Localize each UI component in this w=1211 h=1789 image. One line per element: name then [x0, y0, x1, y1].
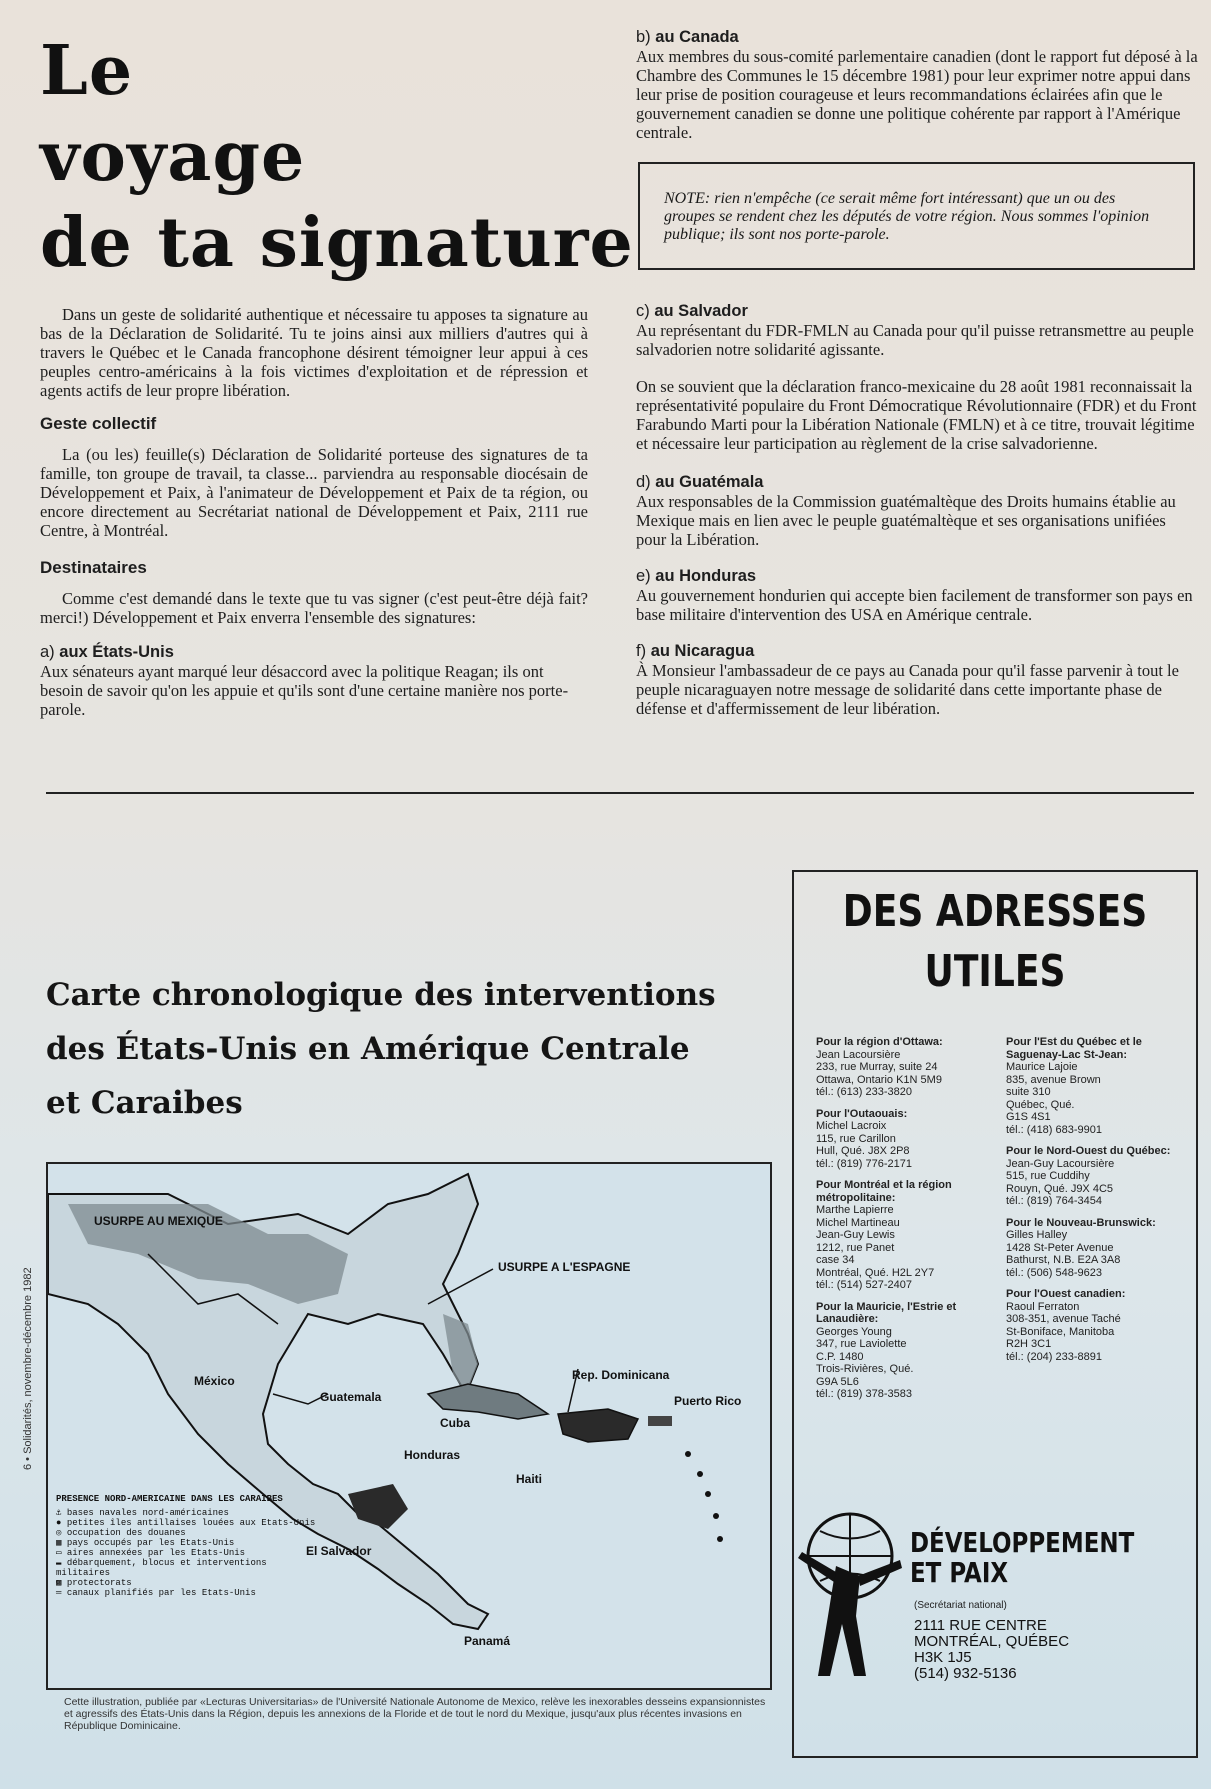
destinataire-heading: [636, 567, 1198, 586]
map-label-guatemala: Guatemala: [320, 1390, 382, 1404]
address-line: Trois-Rivières, Qué.: [816, 1363, 914, 1375]
map-label-cuba: Cuba: [440, 1416, 470, 1430]
address-line: Marthe Lapierre: [816, 1204, 894, 1216]
puerto-rico-shape: [648, 1416, 672, 1426]
legend-title: PRESENCE NORD-AMERICAINE DANS LES CARAIBES: [56, 1494, 283, 1504]
address-line: 233, rue Murray, suite 24: [816, 1061, 938, 1073]
geste-heading: Geste collectif: [40, 414, 157, 433]
addresses-left-column: [816, 1036, 996, 1410]
map-legend: [56, 1494, 316, 1598]
destinataire-item: [636, 473, 1198, 549]
item-letter: a): [40, 643, 55, 661]
map-title-line: et Caraibes: [46, 1085, 243, 1121]
destinataire-item: [636, 302, 1198, 359]
address-entry: [816, 1179, 996, 1292]
destinataire-text: Au gouvernement hondurien qui accepte bien facilement de transformer son pays en base militaire d'intervention des USA en Amérique centrale.: [636, 586, 1193, 624]
item-letter: d): [636, 473, 651, 491]
address-entry: [1006, 1217, 1186, 1280]
map-label-rep-dominicana: Rep. Dominicana: [572, 1368, 670, 1382]
legend-item: ▩ protectorats: [56, 1578, 132, 1588]
right-column-lower: [636, 302, 1198, 736]
note-box: NOTE: rien n'empêche (ce serait même fort intéressant) que un ou des groupes se rendent chez les députés de votre région. Nous sommes l'opinion publique; ils sont nos porte-parole.: [638, 162, 1195, 270]
item-country: au Canada: [655, 28, 739, 46]
address-line: 308-351, avenue Taché: [1006, 1313, 1121, 1325]
address-line: St-Boniface, Manitoba: [1006, 1325, 1115, 1338]
address-region: Pour le Nord-Ouest du Québec:: [1006, 1145, 1171, 1157]
address-line: G9A 5L6: [816, 1375, 859, 1388]
destinataires-paragraph: Comme c'est demandé dans le texte que tu vas signer (c'est peut-être déjà fait? merci!) Développement et Paix enverra l'ensemble des signatures:: [40, 589, 588, 627]
legend-item: ▦ pays occupés par les Etats-Unis: [56, 1538, 235, 1548]
address-line: R2H 3C1: [1006, 1338, 1052, 1350]
addresses-title-line: UTILES: [924, 946, 1066, 997]
address-line: 515, rue Cuddihy: [1006, 1170, 1090, 1182]
address-line: tél.: (819) 764-3454: [1006, 1195, 1103, 1207]
address-entry: [1006, 1288, 1186, 1363]
legend-item: ⚓ bases navales nord-américaines: [56, 1508, 229, 1518]
address-line: 1428 St-Peter Avenue: [1006, 1241, 1114, 1254]
address-entry: [1006, 1145, 1186, 1208]
destinataire-item: [636, 642, 1198, 718]
map-label-panama: Panamá: [464, 1634, 511, 1648]
address-region: Pour la Mauricie, l'Estrie et Lanaudière:: [816, 1300, 957, 1325]
address-region: Pour l'Outaouais:: [816, 1107, 908, 1120]
destinataire-text: À Monsieur l'ambassadeur de ce pays au Canada pour qu'il fasse parvenir à tout le peuple nicaraguayen notre message de solidarité dans cette importante phase de défense et d'affermissement de leur libération.: [636, 661, 1179, 718]
map-caption: Cette illustration, publiée par «Lecturas Universitarias» de l'Université Nationale Autonome de Mexico, relève les inexorables desseins expansionnistes et agressifs des États-Unis dans la Région, depuis les annexions de la Floride et de tout le nord du Mexique, jusqu'aux plus récentes invasions en République Dominicaine.: [64, 1696, 766, 1732]
salvador-paragraph: On se souvient que la déclaration franco-mexicaine du 28 août 1981 reconnaissait la représentativité populaire du Front Démocratique Révolutionnaire (FDR) et du Front Farabundo Marti pour la Libération Nationale (FMLN) et à ce titre, trouvait légitime et nécessaire leur participation au règlement de la crise salvadorienne.: [636, 377, 1197, 453]
address-line: Michel Martineau: [816, 1216, 900, 1229]
legend-item: ▭ aires annexées par les Etats-Unis: [56, 1548, 246, 1558]
address-line: 347, rue Laviolette: [816, 1338, 907, 1350]
page-footer: 6 • Solidarités, novembre-décembre 1982: [22, 1267, 34, 1470]
address-line: suite 310: [1006, 1086, 1051, 1098]
address-line: Hull, Qué. J8X 2P8: [816, 1145, 910, 1157]
address-region: Pour le Nouveau-Brunswick:: [1006, 1216, 1156, 1229]
intervention-map: [46, 1162, 772, 1690]
address-line: Jean Lacoursière: [816, 1048, 901, 1061]
address-line: Raoul Ferraton: [1006, 1300, 1080, 1313]
destinataire-heading: [636, 642, 1198, 661]
left-column: [40, 305, 588, 737]
dp-title-line: DÉVELOPPEMENT: [910, 1526, 1135, 1559]
right-column: [636, 28, 1198, 160]
legend-item: ═ canaux planifiés par les Etats-Unis: [56, 1588, 256, 1598]
address-line: G1S 4S1: [1006, 1111, 1051, 1123]
intro-paragraph: Dans un geste de solidarité authentique et nécessaire tu apposes ta signature au bas de la Déclaration de Solidarité. Tu te joins ainsi aux milliers d'autres qui à travers le Québec et le Canada francophone désirent témoigner leur appui à ces peuples centro-américains à la fois victimes d'exploitation et de répression et agents actifs de leur propre libération.: [40, 305, 588, 400]
address-region: Pour la région d'Ottawa:: [816, 1036, 943, 1048]
address-line: tél.: (514) 527-2407: [816, 1279, 913, 1291]
map-label-usurpe-mexique: USURPE AU MEXIQUE: [94, 1214, 223, 1228]
address-entry: [816, 1036, 996, 1099]
title-line: de ta signature: [40, 203, 634, 283]
destinataire-item: [40, 643, 588, 719]
item-country: au Guatémala: [655, 473, 764, 491]
destinataire-text: Au représentant du FDR-FMLN au Canada pour qu'il puisse retransmettre au peuple salvadorien notre solidarité agissante.: [636, 321, 1194, 359]
item-letter: c): [636, 302, 650, 320]
map-label-usurpe-espagne: USURPE A L'ESPAGNE: [498, 1260, 631, 1274]
address-line: tél.: (819) 776-2171: [816, 1157, 913, 1170]
address-line: Gilles Halley: [1006, 1229, 1068, 1241]
map-title-line: des États-Unis en Amérique Centrale: [46, 1031, 690, 1067]
address-entry: [1006, 1036, 1186, 1136]
destinataire-item: [636, 567, 1198, 624]
item-letter: e): [636, 567, 651, 585]
address-line: tél.: (819) 378-3583: [816, 1388, 913, 1400]
item-country: aux États-Unis: [59, 643, 174, 661]
address-line: 1212, rue Panet: [816, 1241, 895, 1254]
item-country: au Honduras: [655, 567, 757, 585]
address-line: Georges Young: [816, 1325, 892, 1338]
address-entry: [816, 1108, 996, 1171]
address-entry: [816, 1301, 996, 1401]
map-label-honduras: Honduras: [404, 1448, 461, 1462]
item-country: au Nicaragua: [650, 642, 755, 660]
dp-address: 2111 RUE CENTRE MONTRÉAL, QUÉBEC H3K 1J5 (514) 932-5136: [914, 1617, 1070, 1682]
destinataire-heading: [636, 28, 1198, 47]
addresses-title-line: DES ADRESSES: [842, 886, 1148, 937]
address-line: 115, rue Carillon: [816, 1132, 896, 1145]
address-line: Québec, Qué.: [1006, 1098, 1075, 1111]
address-line: Montréal, Qué. H2L 2Y7: [816, 1266, 935, 1279]
address-line: Michel Lacroix: [816, 1120, 887, 1132]
address-line: tél.: (506) 548-9623: [1006, 1266, 1103, 1279]
destinataire-heading: [636, 473, 1198, 492]
destinataires-heading: Destinataires: [40, 558, 147, 577]
address-line: Jean-Guy Lacoursière: [1006, 1157, 1115, 1170]
item-country: au Salvador: [654, 302, 748, 320]
destinataire-heading: [636, 302, 1198, 321]
address-line: Rouyn, Qué. J9X 4C5: [1006, 1182, 1114, 1195]
dp-title: [910, 1528, 1134, 1588]
address-line: Bathurst, N.B. E2A 3A8: [1006, 1254, 1121, 1266]
address-line: Ottawa, Ontario K1N 5M9: [816, 1073, 942, 1086]
destinataire-item: [636, 28, 1198, 142]
geste-paragraph: La (ou les) feuille(s) Déclaration de Solidarité porteuse des signatures de ta famille, ton groupe de travail, ta classe... parviendra au responsable diocésain de Développement et Paix, à l'animateur de Développement et Paix de ta région, ou encore directement au Secrétariat national de Développement et Paix, 2111 rue Centre, à Montréal.: [40, 445, 588, 540]
map-drawing: [48, 1164, 770, 1688]
address-region: Pour Montréal et la région métropolitaine:: [816, 1179, 952, 1204]
legend-item: ▬ débarquement, blocus et interventions militaires: [56, 1558, 267, 1578]
address-line: Maurice Lajoie: [1006, 1061, 1078, 1073]
addresses-title: [829, 882, 1162, 1002]
address-line: case 34: [816, 1254, 855, 1266]
destinataire-text: Aux responsables de la Commission guatémaltèque des Droits humains établie au Mexique mais en lien avec le peuple guatémaltèque et ses organisations unifiées pour la Libération.: [636, 492, 1176, 549]
horizontal-divider: [46, 792, 1194, 794]
map-label-mexico: México: [194, 1374, 235, 1388]
item-letter: b): [636, 28, 651, 46]
destinataire-text: Aux sénateurs ayant marqué leur désaccord avec la politique Reagan; ils ont besoin de savoir qu'on les appuie et qu'ils sont d'une certaine manière nos porte-parole.: [40, 662, 569, 719]
addresses-right-column: [1006, 1036, 1186, 1372]
dp-logo-icon: [798, 1506, 908, 1686]
title-line: Le: [40, 31, 134, 111]
item-letter: f): [636, 642, 647, 660]
map-label-el-salvador: El Salvador: [306, 1544, 372, 1558]
dp-subtitle: (Secrétariat national): [914, 1600, 1007, 1611]
address-region: Pour l'Ouest canadien:: [1006, 1288, 1126, 1300]
page-title: [40, 28, 640, 286]
destinataire-text: Aux membres du sous-comité parlementaire canadien (dont le rapport fut déposé à la Chambre des Communes le 15 décembre 1981) pour leur exprimer notre appui dans leur prise de position courageuse et leurs recommandations éclairées afin que le gouvernement canadien se donne une politique cohérente par rapport à l'Amérique centrale.: [636, 47, 1198, 142]
map-label-haiti: Haiti: [516, 1472, 543, 1486]
address-region: Pour l'Est du Québec et le Saguenay-Lac St-Jean:: [1006, 1036, 1142, 1061]
legend-item: ● petites îles antillaises louées aux Etats-Unis: [56, 1518, 316, 1528]
title-line: voyage: [40, 117, 306, 197]
address-line: 835, avenue Brown: [1006, 1073, 1101, 1086]
address-line: Jean-Guy Lewis: [816, 1229, 895, 1241]
legend-item: ◎ occupation des douanes: [56, 1528, 186, 1538]
address-line: tél.: (613) 233-3820: [816, 1086, 913, 1098]
address-line: C.P. 1480: [816, 1350, 864, 1363]
dp-title-line: ET PAIX: [910, 1556, 1009, 1589]
destinataire-heading: [40, 643, 588, 662]
map-title-line: Carte chronologique des interventions: [46, 977, 716, 1013]
map-title: [46, 968, 786, 1130]
address-line: tél.: (418) 683-9901: [1006, 1123, 1103, 1136]
map-label-puerto-rico: Puerto Rico: [674, 1394, 742, 1408]
address-line: tél.: (204) 233-8891: [1006, 1350, 1103, 1363]
